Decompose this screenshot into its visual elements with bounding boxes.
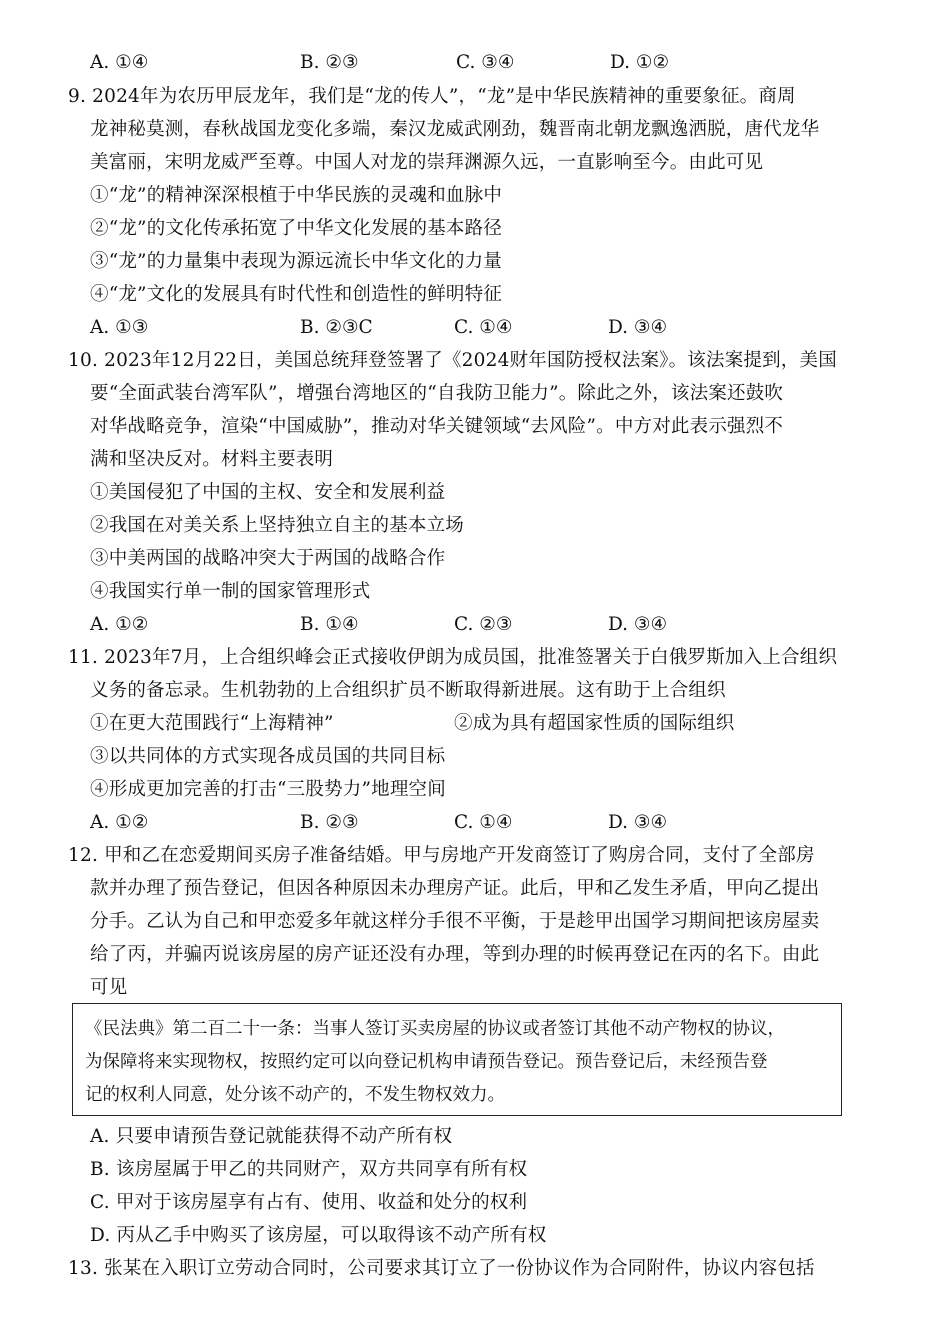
q11-options bbox=[90, 810, 850, 836]
q9-item-3: ③“龙”的力量集中表现为源远流长中华文化的力量 bbox=[90, 251, 503, 272]
q9-item-2: ②“龙”的文化传承拓宽了中华文化发展的基本路径 bbox=[90, 218, 503, 239]
q10-options bbox=[90, 612, 850, 638]
q12-option-c: C. 甲对于该房屋享有占有、使用、收益和处分的权利 bbox=[90, 1192, 528, 1213]
q11-item-2: ②成为具有超国家性质的国际组织 bbox=[454, 713, 735, 734]
q8-option-b: B. ②③ bbox=[300, 52, 359, 73]
q12-stem-line-2: 款并办理了预告登记，但因各种原因未办理房产证。此后，甲和乙发生矛盾，甲向乙提出 bbox=[90, 878, 820, 899]
q10-option-a: A. ①② bbox=[90, 614, 149, 635]
q11-option-d: D. ③④ bbox=[608, 812, 668, 833]
q9-option-b: B. ②③C bbox=[300, 317, 373, 338]
quote-line-2: 为保障将来实现物权，按照约定可以向登记机构申请预告登记。预告登记后，未经预告登 bbox=[85, 1052, 768, 1072]
q11-option-b: B. ②③ bbox=[300, 812, 359, 833]
q11-option-c: C. ①④ bbox=[454, 812, 513, 833]
q12-option-b: B. 该房屋属于甲乙的共同财产，双方共同享有所有权 bbox=[90, 1159, 528, 1180]
q12-stem-line-5: 可见 bbox=[90, 977, 128, 998]
q12-option-a: A. 只要申请预告登记就能获得不动产所有权 bbox=[90, 1126, 453, 1147]
quote-line-1: 《民法典》第二百二十一条：当事人签订买卖房屋的协议或者签订其他不动产物权的协议， bbox=[85, 1019, 785, 1039]
q9-option-d: D. ③④ bbox=[608, 317, 668, 338]
q11-item-3: ③以共同体的方式实现各成员国的共同目标 bbox=[90, 746, 446, 767]
q10-item-4: ④我国实行单一制的国家管理形式 bbox=[90, 581, 371, 602]
q12-stem-line-4: 给了丙，并骗丙说该房屋的房产证还没有办理，等到办理的时候再登记在丙的名下。由此 bbox=[90, 944, 820, 965]
q11-stem-line-2: 义务的备忘录。生机勃勃的上合组织扩员不断取得新进展。这有助于上合组织 bbox=[90, 680, 726, 701]
q10-stem-line-3: 对华战略竞争，渲染“中国威胁”，推动对华关键领域“去风险”。中方对此表示强烈不 bbox=[90, 416, 784, 437]
q10-item-1: ①美国侵犯了中国的主权、安全和发展利益 bbox=[90, 482, 446, 503]
q13-stem-line-1: 13. 张某在入职订立劳动合同时，公司要求其订立了一份协议作为合同附件，协议内容包括 bbox=[68, 1258, 815, 1279]
q12-stem-line-3: 分手。乙认为自己和甲恋爱多年就这样分手很不平衡，于是趁甲出国学习期间把该房屋卖 bbox=[90, 911, 820, 932]
q9-item-4: ④“龙”文化的发展具有时代性和创造性的鲜明特征 bbox=[90, 284, 503, 305]
q10-option-c: C. ②③ bbox=[454, 614, 513, 635]
q9-option-a: A. ①③ bbox=[90, 317, 149, 338]
q10-item-2: ②我国在对美关系上坚持独立自主的基本立场 bbox=[90, 515, 465, 536]
q10-item-3: ③中美两国的战略冲突大于两国的战略合作 bbox=[90, 548, 446, 569]
q10-option-b: B. ①④ bbox=[300, 614, 359, 635]
q10-stem-line-4: 满和坚决反对。材料主要表明 bbox=[90, 449, 334, 470]
q11-stem-line-1: 11. 2023年7月，上合组织峰会正式接收伊朗为成员国，批准签署关于白俄罗斯加入上合组织 bbox=[68, 647, 838, 668]
q11-item-4: ④形成更加完善的打击“三股势力”地理空间 bbox=[90, 779, 446, 800]
q8-option-d: D. ①② bbox=[610, 52, 670, 73]
q9-options bbox=[90, 315, 850, 341]
q12-option-d: D. 丙从乙手中购买了该房屋，可以取得该不动产所有权 bbox=[90, 1225, 547, 1246]
q12-stem-line-1: 12. 甲和乙在恋爱期间买房子准备结婚。甲与房地产开发商签订了购房合同，支付了全部房 bbox=[68, 845, 815, 866]
q8-options bbox=[90, 50, 850, 76]
q9-item-1: ①“龙”的精神深深根植于中华民族的灵魂和血脉中 bbox=[90, 185, 503, 206]
q8-option-a: A. ①④ bbox=[90, 52, 149, 73]
q9-stem-line-2: 龙神秘莫测，春秋战国龙变化多端，秦汉龙威武刚劲，魏晋南北朝龙飘逸洒脱，唐代龙华 bbox=[90, 119, 820, 140]
q9-stem-line-3: 美富丽，宋明龙威严至尊。中国人对龙的崇拜渊源久远，一直影响至今。由此可见 bbox=[90, 152, 764, 173]
q9-stem-line-1: 9. 2024年为农历甲辰龙年，我们是“龙的传人”，“龙”是中华民族精神的重要象征。商周 bbox=[68, 86, 796, 107]
civil-code-quote-box bbox=[72, 1003, 842, 1116]
q10-stem-line-1: 10. 2023年12月22日，美国总统拜登签署了《2024财年国防授权法案》。该法案提到，美国 bbox=[68, 350, 837, 371]
q10-stem-line-2: 要“全面武装台湾军队”，增强台湾地区的“自我防卫能力”。除此之外，该法案还鼓吹 bbox=[90, 383, 784, 404]
q10-option-d: D. ③④ bbox=[608, 614, 668, 635]
q8-option-c: C. ③④ bbox=[456, 52, 515, 73]
quote-line-3: 记的权利人同意，处分该不动产的，不发生物权效力。 bbox=[85, 1085, 505, 1105]
q9-option-c: C. ①④ bbox=[454, 317, 513, 338]
q11-item-1: ①在更大范围践行“上海精神” bbox=[90, 713, 334, 734]
q11-option-a: A. ①② bbox=[90, 812, 149, 833]
